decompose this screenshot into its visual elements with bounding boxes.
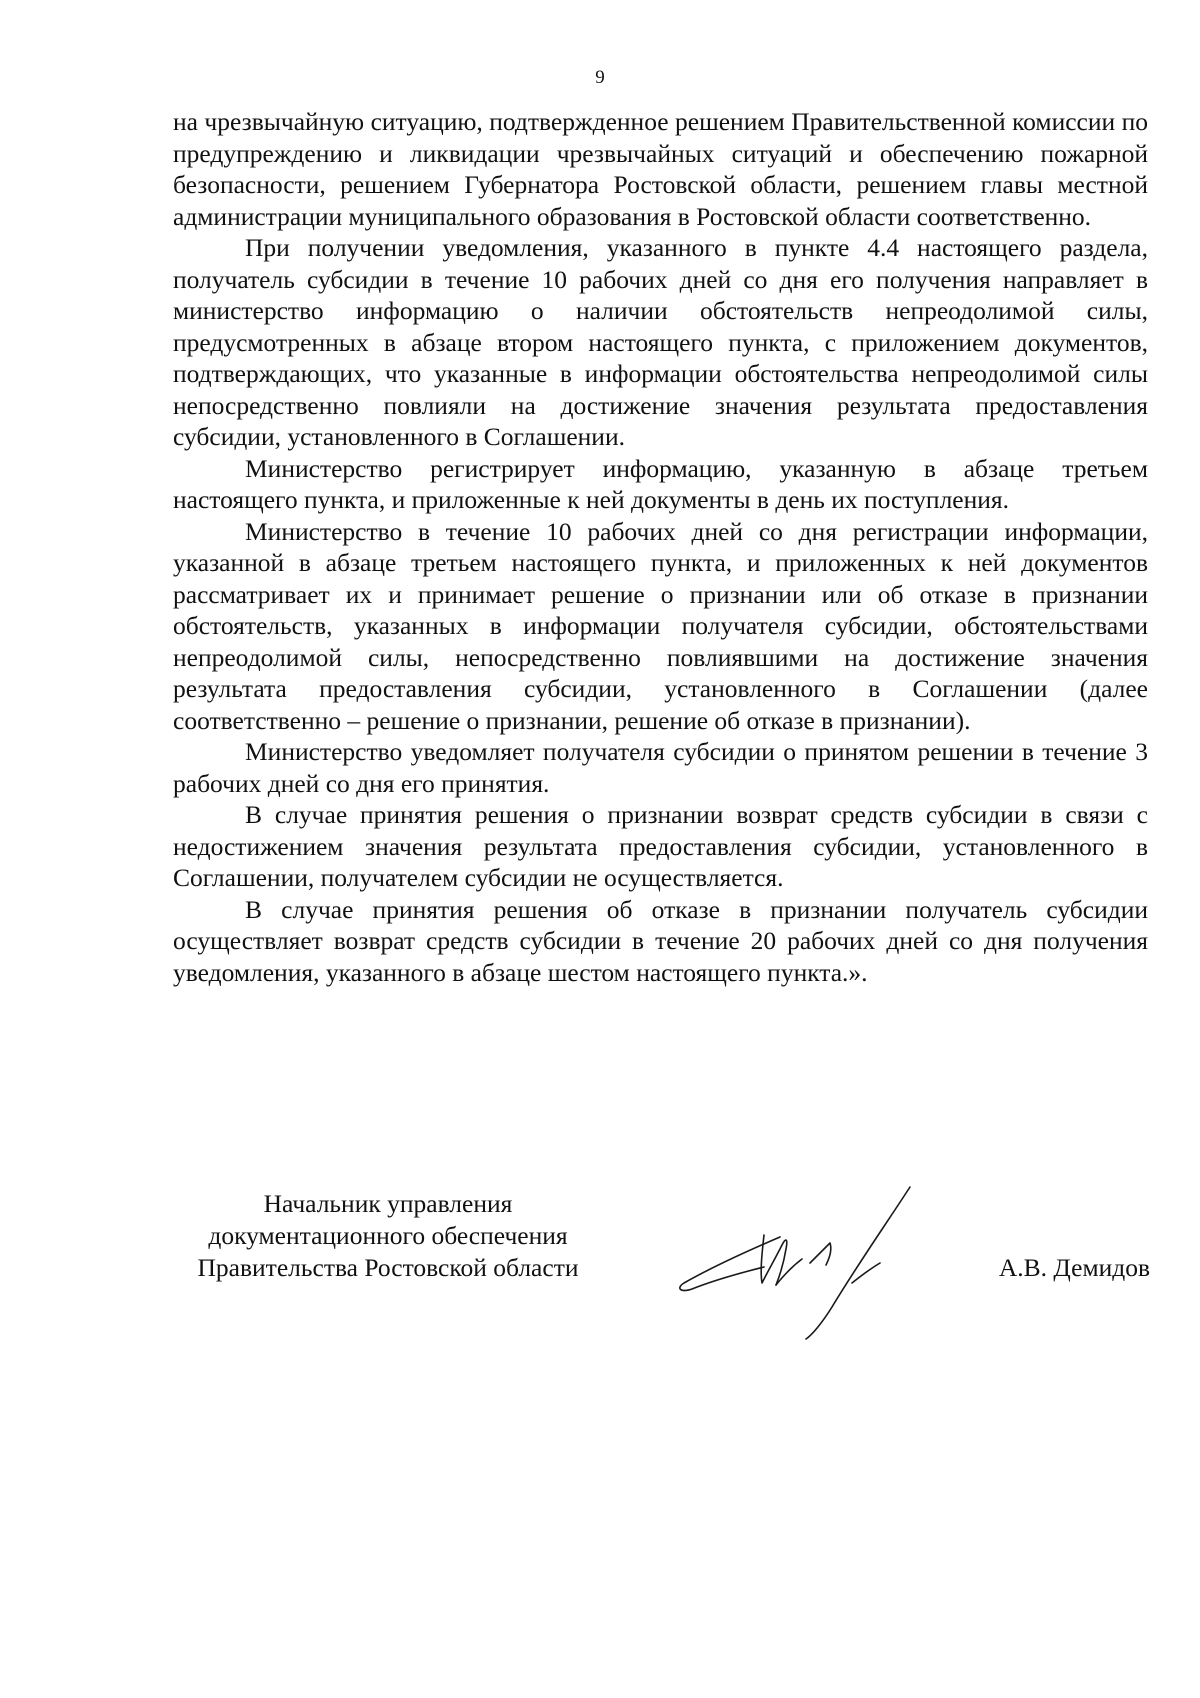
paragraph-7: В случае принятия решения об отказе в признании получатель субсидии осуществляет возврат средств субсидии в течение 20 рабочих дней со дня получения уведомления, указанного в абзаце шестом настоящего пункта.». bbox=[173, 894, 1148, 987]
paragraph-4: Министерство в течение 10 рабочих дней со дня регистрации информации, указанной в абзаце третьем настоящего пункта, и приложенных к ней документов рассматривает их и принимает решение о признании или об отказе в признании обстоятельств, указанных в информации получателя субсидии, обстоятельствами непреодолимой силы, непосредственно повлиявшими на достижение значения результата предоставления субсидии, установленного в Соглашении (далее соответственно – решение о признании, решение об отказе в признании). bbox=[173, 516, 1148, 735]
paragraph-2: При получении уведомления, указанного в пункте 4.4 настоящего раздела, получатель субсидии в течение 10 рабочих дней со дня его получения направляет в министерство информацию о наличии обстоятельств непреодолимой силы, предусмотренных в абзаце втором настоящего пункта, с приложением документов, подтверждающих, что указанные в информации обстоятельства непреодолимой силы непосредственно повлияли на достижение значения результата предоставления субсидии, установленного в Соглашении. bbox=[173, 233, 1148, 451]
handwritten-signature bbox=[672, 1175, 962, 1341]
paragraph-6: В случае принятия решения о признании возврат средств субсидии в связи с недостижением значения результата предоставления субсидии, установленного в Соглашении, получателем субсидии не осуществляется. bbox=[173, 800, 1148, 892]
signatory-position bbox=[172, 1188, 604, 1284]
position-line-2: документационного обеспечения bbox=[208, 1221, 568, 1250]
position-line-1: Начальник управления bbox=[263, 1189, 513, 1218]
page-number: 9 bbox=[595, 67, 605, 88]
signer-name: А.В. Демидов bbox=[998, 1253, 1150, 1282]
paragraph-3: Министерство регистрирует информацию, указанную в абзаце третьем настоящего пункта, и приложенные к ней документы в день их поступления. bbox=[173, 453, 1148, 514]
document-body bbox=[173, 106, 1148, 988]
position-line-3: Правительства Ростовской области bbox=[197, 1253, 579, 1282]
paragraph-5: Министерство уведомляет получателя субсидии о принятом решении в течение 3 рабочих дней со дня его принятия. bbox=[173, 737, 1148, 798]
paragraph-1: на чрезвычайную ситуацию, подтвержденное решением Правительственной комиссии по предупреждению и ликвидации чрезвычайных ситуаций и обеспечению пожарной безопасности, решением Губернатора Ростовской области, решением главы местной администрации муниципального образования в Ростовской области соответственно. bbox=[173, 107, 1148, 231]
